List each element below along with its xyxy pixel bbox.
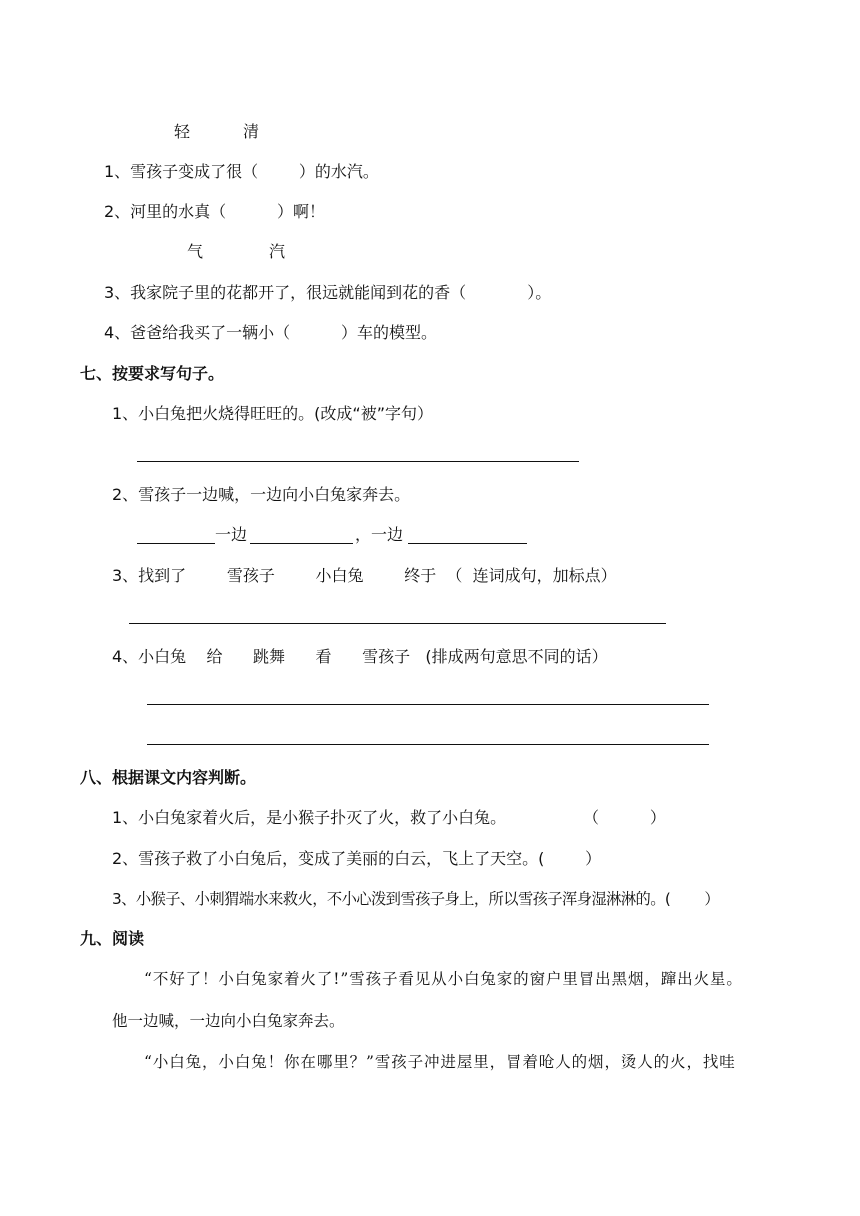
fill-text-7-2a: 一边 bbox=[215, 525, 248, 544]
answer-blank-7-2a[interactable] bbox=[137, 543, 215, 544]
answer-line-7-4b[interactable] bbox=[147, 744, 709, 745]
question-8-1: 1、小白兔家着火后，是小猴子扑灭了火，救了小白兔。 bbox=[112, 808, 507, 827]
reading-paragraph-1-line-2: 他一边喊，一边向小白兔家奔去。 bbox=[112, 1012, 345, 1030]
question-8-2: 2、雪孩子救了小白兔后，变成了美丽的白云，飞上了天空。( ） bbox=[112, 849, 602, 868]
question-7-1: 1、小白兔把火烧得旺旺的。(改成“被”字句） bbox=[112, 404, 434, 423]
question-6-4: 4、爸爸给我买了一辆小（ ）车的模型。 bbox=[104, 323, 438, 342]
reading-paragraph-2-line-1: “小白兔，小白兔！你在哪里？”雪孩子冲进屋里，冒着呛人的烟，烫人的火，找哇 bbox=[144, 1053, 736, 1071]
question-6-1: 1、雪孩子变成了很（ ）的水汽。 bbox=[104, 162, 379, 181]
question-8-3: 3、小猴子、小刺猬端水来救火，不小心泼到雪孩子身上，所以雪孩子浑身湿淋淋的。( ） bbox=[112, 890, 720, 908]
answer-line-7-4a[interactable] bbox=[147, 704, 709, 705]
section-8-heading: 八、根据课文内容判断。 bbox=[80, 768, 257, 787]
answer-blank-7-2b[interactable] bbox=[250, 543, 353, 544]
answer-paren-8-1[interactable]: （ ） bbox=[583, 808, 666, 827]
answer-blank-7-2c[interactable] bbox=[408, 543, 527, 544]
fill-text-7-2b: ，一边 bbox=[355, 525, 404, 544]
section-9-heading: 九、阅读 bbox=[80, 929, 145, 948]
word-pair-1-right: 清 bbox=[243, 122, 260, 141]
section-7-heading: 七、按要求写句子。 bbox=[80, 364, 225, 383]
word-pair-2-right: 汽 bbox=[269, 242, 286, 261]
question-6-2: 2、河里的水真（ ）啊！ bbox=[104, 202, 326, 221]
question-7-2: 2、雪孩子一边喊，一边向小白兔家奔去。 bbox=[112, 485, 411, 504]
question-6-3: 3、我家院子里的花都开了，很远就能闻到花的香（ ）。 bbox=[104, 283, 552, 302]
answer-line-7-1[interactable] bbox=[137, 461, 579, 462]
answer-line-7-3[interactable] bbox=[129, 623, 666, 624]
reading-paragraph-1-line-1: “不好了！小白兔家着火了!”雪孩子看见从小白兔家的窗户里冒出黑烟，蹿出火星。 bbox=[144, 970, 743, 988]
question-7-4: 4、小白兔 给 跳舞 看 雪孩子 (排成两句意思不同的话） bbox=[112, 647, 608, 666]
word-pair-2-left: 气 bbox=[187, 242, 204, 261]
word-pair-1-left: 轻 bbox=[174, 122, 191, 141]
question-7-3: 3、找到了 雪孩子 小白兔 终于 （ 连词成句，加标点） bbox=[112, 566, 617, 585]
